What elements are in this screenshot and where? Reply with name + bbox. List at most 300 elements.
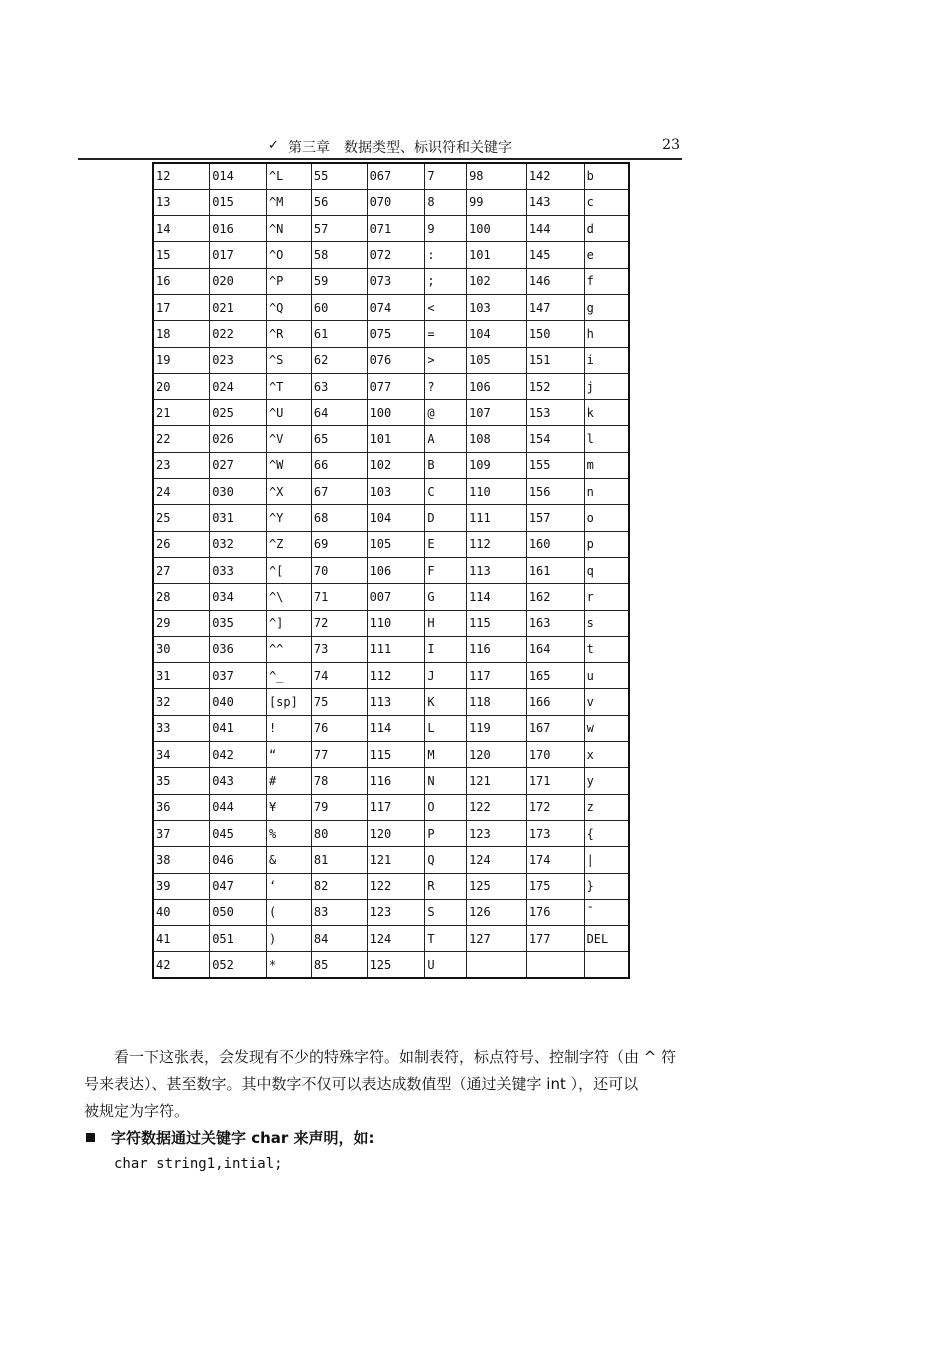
table-cell: (	[266, 899, 311, 925]
table-cell: 112	[367, 663, 425, 689]
table-cell: 171	[526, 768, 584, 794]
table-row	[153, 742, 629, 768]
table-cell: 020	[210, 268, 267, 294]
table-cell: 155	[526, 452, 584, 478]
table-cell: 81	[311, 847, 367, 873]
table-cell: 153	[526, 400, 584, 426]
table-row	[153, 347, 629, 373]
table-cell: 33	[153, 715, 210, 741]
table-cell: 067	[367, 163, 425, 189]
table-cell: 162	[526, 584, 584, 610]
table-cell: o	[584, 505, 629, 531]
table-cell: ¥	[266, 794, 311, 820]
table-cell: {	[584, 820, 629, 846]
table-cell: ^Z	[266, 531, 311, 557]
table-cell: I	[425, 636, 467, 662]
table-cell: 9	[425, 216, 467, 242]
table-cell: 108	[467, 426, 527, 452]
table-cell: 75	[311, 689, 367, 715]
table-row	[153, 163, 629, 189]
table-cell: 42	[153, 952, 210, 978]
table-cell: 79	[311, 794, 367, 820]
page-header	[78, 136, 682, 160]
table-cell: 14	[153, 216, 210, 242]
table-cell: 73	[311, 636, 367, 662]
table-cell: 98	[467, 163, 527, 189]
table-cell: %	[266, 820, 311, 846]
table-cell: 026	[210, 426, 267, 452]
table-cell: 035	[210, 610, 267, 636]
table-cell: 156	[526, 479, 584, 505]
table-cell: u	[584, 663, 629, 689]
table-cell: 105	[367, 531, 425, 557]
table-row	[153, 663, 629, 689]
table-cell: )	[266, 926, 311, 952]
table-row	[153, 216, 629, 242]
table-cell: ^]	[266, 610, 311, 636]
table-row	[153, 610, 629, 636]
table-cell: 18	[153, 321, 210, 347]
table-cell: ;	[425, 268, 467, 294]
table-cell: 28	[153, 584, 210, 610]
table-row	[153, 768, 629, 794]
table-cell: L	[425, 715, 467, 741]
table-cell: ¯	[584, 899, 629, 925]
paragraph-line: 被规定为字符。	[84, 1102, 190, 1120]
table-cell: ^S	[266, 347, 311, 373]
table-cell: h	[584, 321, 629, 347]
table-cell: 107	[467, 400, 527, 426]
table-cell: p	[584, 531, 629, 557]
table-cell: 111	[467, 505, 527, 531]
table-cell: 102	[367, 452, 425, 478]
table-cell: B	[425, 452, 467, 478]
table-cell: 043	[210, 768, 267, 794]
table-cell: 104	[367, 505, 425, 531]
table-cell: 8	[425, 189, 467, 215]
table-cell: 126	[467, 899, 527, 925]
table-cell: 103	[467, 294, 527, 320]
table-cell: 072	[367, 242, 425, 268]
chapter-title: 第三章 数据类型、标识符和关键字	[288, 140, 512, 156]
table-cell: 045	[210, 820, 267, 846]
table-cell	[467, 952, 527, 978]
table-cell: 22	[153, 426, 210, 452]
table-cell: 165	[526, 663, 584, 689]
table-row	[153, 847, 629, 873]
table-cell: E	[425, 531, 467, 557]
table-cell: 157	[526, 505, 584, 531]
table-cell: 24	[153, 479, 210, 505]
table-cell: S	[425, 899, 467, 925]
table-cell: g	[584, 294, 629, 320]
table-cell: “	[266, 742, 311, 768]
table-cell: 163	[526, 610, 584, 636]
table-cell: 109	[467, 452, 527, 478]
table-cell: 016	[210, 216, 267, 242]
table-cell: 110	[367, 610, 425, 636]
table-row	[153, 321, 629, 347]
table-cell: 113	[467, 557, 527, 583]
table-cell: 80	[311, 820, 367, 846]
table-cell: 040	[210, 689, 267, 715]
table-cell: k	[584, 400, 629, 426]
table-cell: 160	[526, 531, 584, 557]
table-cell: 102	[467, 268, 527, 294]
table-cell: 076	[367, 347, 425, 373]
table-cell: ^V	[266, 426, 311, 452]
table-cell: r	[584, 584, 629, 610]
table-cell: 119	[467, 715, 527, 741]
table-cell: 15	[153, 242, 210, 268]
table-cell: ^N	[266, 216, 311, 242]
table-cell: 72	[311, 610, 367, 636]
table-cell: 12	[153, 163, 210, 189]
table-cell: ^[	[266, 557, 311, 583]
table-cell: 151	[526, 347, 584, 373]
table-cell: @	[425, 400, 467, 426]
table-cell: 007	[367, 584, 425, 610]
table-cell: U	[425, 952, 467, 978]
table-cell: ^R	[266, 321, 311, 347]
table-cell: 112	[467, 531, 527, 557]
table-cell: 36	[153, 794, 210, 820]
table-cell: 034	[210, 584, 267, 610]
table-cell: 142	[526, 163, 584, 189]
table-cell: ^T	[266, 373, 311, 399]
table-cell: R	[425, 873, 467, 899]
table-cell: 26	[153, 531, 210, 557]
check-mark-icon: ✓	[268, 138, 279, 153]
table-cell: ^M	[266, 189, 311, 215]
table-cell: =	[425, 321, 467, 347]
table-cell: 164	[526, 636, 584, 662]
table-cell: 175	[526, 873, 584, 899]
table-cell: 27	[153, 557, 210, 583]
table-cell: 74	[311, 663, 367, 689]
table-cell: 166	[526, 689, 584, 715]
table-row	[153, 505, 629, 531]
table-cell: K	[425, 689, 467, 715]
paragraph-line: 看一下这张表，会发现有不少的特殊字符。如制表符，标点符号、控制字符（由 ^ 符	[114, 1048, 677, 1066]
table-cell: 35	[153, 768, 210, 794]
table-cell: 116	[467, 636, 527, 662]
table-cell: |	[584, 847, 629, 873]
table-cell: }	[584, 873, 629, 899]
table-cell: 014	[210, 163, 267, 189]
table-cell: d	[584, 216, 629, 242]
table-row	[153, 926, 629, 952]
table-cell: 052	[210, 952, 267, 978]
table-cell: 123	[367, 899, 425, 925]
table-cell: Q	[425, 847, 467, 873]
table-cell: <	[425, 294, 467, 320]
table-cell: ^W	[266, 452, 311, 478]
table-cell: G	[425, 584, 467, 610]
table-row	[153, 242, 629, 268]
table-cell: >	[425, 347, 467, 373]
table-cell: 176	[526, 899, 584, 925]
table-cell: 76	[311, 715, 367, 741]
table-cell: 044	[210, 794, 267, 820]
table-cell: 84	[311, 926, 367, 952]
table-cell: 34	[153, 742, 210, 768]
table-row	[153, 794, 629, 820]
table-cell: 122	[467, 794, 527, 820]
table-cell: 121	[467, 768, 527, 794]
table-cell: 61	[311, 321, 367, 347]
table-cell: 70	[311, 557, 367, 583]
table-cell	[526, 952, 584, 978]
table-cell: 17	[153, 294, 210, 320]
table-cell: i	[584, 347, 629, 373]
table-cell: 68	[311, 505, 367, 531]
table-cell: ^Y	[266, 505, 311, 531]
table-row	[153, 268, 629, 294]
table-cell: ^U	[266, 400, 311, 426]
table-cell: *	[266, 952, 311, 978]
table-cell: ^X	[266, 479, 311, 505]
table-cell: 041	[210, 715, 267, 741]
table-cell: 145	[526, 242, 584, 268]
table-cell: 154	[526, 426, 584, 452]
table-cell: 31	[153, 663, 210, 689]
table-cell: 85	[311, 952, 367, 978]
table-cell: 106	[467, 373, 527, 399]
table-cell: 030	[210, 479, 267, 505]
table-cell: 025	[210, 400, 267, 426]
table-row	[153, 479, 629, 505]
table-cell: 124	[367, 926, 425, 952]
table-cell: 30	[153, 636, 210, 662]
table-cell: 074	[367, 294, 425, 320]
table-cell	[584, 952, 629, 978]
table-cell: 100	[367, 400, 425, 426]
table-cell: ^_	[266, 663, 311, 689]
table-cell: 023	[210, 347, 267, 373]
table-cell: w	[584, 715, 629, 741]
table-cell: 125	[367, 952, 425, 978]
table-cell: 070	[367, 189, 425, 215]
table-cell: :	[425, 242, 467, 268]
table-cell: T	[425, 926, 467, 952]
table-cell: &	[266, 847, 311, 873]
table-cell: q	[584, 557, 629, 583]
table-cell: 56	[311, 189, 367, 215]
table-cell: 125	[467, 873, 527, 899]
table-row	[153, 873, 629, 899]
table-cell: 111	[367, 636, 425, 662]
table-cell: ^L	[266, 163, 311, 189]
table-row	[153, 689, 629, 715]
table-cell: 037	[210, 663, 267, 689]
table-row	[153, 373, 629, 399]
table-cell: y	[584, 768, 629, 794]
table-cell: ?	[425, 373, 467, 399]
table-cell: 83	[311, 899, 367, 925]
table-cell: DEL	[584, 926, 629, 952]
ascii-table-body	[153, 163, 629, 978]
table-cell: 65	[311, 426, 367, 452]
table-cell: 66	[311, 452, 367, 478]
table-cell: 117	[367, 794, 425, 820]
table-cell: c	[584, 189, 629, 215]
table-cell: 103	[367, 479, 425, 505]
table-cell: 161	[526, 557, 584, 583]
table-row	[153, 189, 629, 215]
table-cell: 101	[367, 426, 425, 452]
table-row	[153, 557, 629, 583]
table-cell: 017	[210, 242, 267, 268]
table-row	[153, 584, 629, 610]
table-row	[153, 531, 629, 557]
table-cell: 127	[467, 926, 527, 952]
table-cell: 117	[467, 663, 527, 689]
table-cell: 114	[367, 715, 425, 741]
paragraph-line: 号来表达）、甚至数字。其中数字不仅可以表达成数值型（通过关键字 int ），还可以	[84, 1075, 639, 1093]
table-cell: 100	[467, 216, 527, 242]
table-cell: 60	[311, 294, 367, 320]
table-cell: 82	[311, 873, 367, 899]
table-cell: 036	[210, 636, 267, 662]
table-cell: 78	[311, 768, 367, 794]
table-cell: 29	[153, 610, 210, 636]
table-cell: ^O	[266, 242, 311, 268]
table-cell: 015	[210, 189, 267, 215]
table-cell: ^\	[266, 584, 311, 610]
code-example: char string1,intial;	[114, 1156, 283, 1172]
table-cell: 118	[467, 689, 527, 715]
table-cell: D	[425, 505, 467, 531]
table-cell: 25	[153, 505, 210, 531]
table-row	[153, 426, 629, 452]
table-cell: 7	[425, 163, 467, 189]
table-cell: 123	[467, 820, 527, 846]
table-cell: 77	[311, 742, 367, 768]
table-cell: 077	[367, 373, 425, 399]
table-cell: F	[425, 557, 467, 583]
table-cell: ^^	[266, 636, 311, 662]
table-cell: 122	[367, 873, 425, 899]
table-cell: 173	[526, 820, 584, 846]
table-cell: 177	[526, 926, 584, 952]
table-cell: 16	[153, 268, 210, 294]
table-row	[153, 715, 629, 741]
table-row	[153, 952, 629, 978]
table-cell: 32	[153, 689, 210, 715]
table-row	[153, 452, 629, 478]
table-cell: 032	[210, 531, 267, 557]
table-cell: 174	[526, 847, 584, 873]
table-cell: 116	[367, 768, 425, 794]
table-cell: 033	[210, 557, 267, 583]
table-cell: 63	[311, 373, 367, 399]
table-cell: 146	[526, 268, 584, 294]
table-cell: t	[584, 636, 629, 662]
table-cell: 113	[367, 689, 425, 715]
table-cell: 20	[153, 373, 210, 399]
table-row	[153, 899, 629, 925]
table-cell: 075	[367, 321, 425, 347]
table-cell: [sp]	[266, 689, 311, 715]
table-row	[153, 820, 629, 846]
table-cell: 027	[210, 452, 267, 478]
table-cell: 101	[467, 242, 527, 268]
bullet-item	[86, 1127, 375, 1148]
table-cell: 115	[367, 742, 425, 768]
table-cell: 050	[210, 899, 267, 925]
table-cell: 110	[467, 479, 527, 505]
table-cell: b	[584, 163, 629, 189]
table-cell: s	[584, 610, 629, 636]
table-cell: n	[584, 479, 629, 505]
table-cell: ^P	[266, 268, 311, 294]
table-cell: f	[584, 268, 629, 294]
table-cell: 152	[526, 373, 584, 399]
table-cell: 124	[467, 847, 527, 873]
table-cell: C	[425, 479, 467, 505]
table-cell: 021	[210, 294, 267, 320]
table-cell: x	[584, 742, 629, 768]
table-cell: 073	[367, 268, 425, 294]
table-cell: 042	[210, 742, 267, 768]
table-cell: 121	[367, 847, 425, 873]
table-cell: 144	[526, 216, 584, 242]
bullet-text: 字符数据通过关键字 char 来声明，如:	[111, 1129, 375, 1147]
table-cell: 40	[153, 899, 210, 925]
table-row	[153, 400, 629, 426]
ascii-table	[152, 162, 630, 979]
table-cell: e	[584, 242, 629, 268]
table-cell: 143	[526, 189, 584, 215]
table-cell: 58	[311, 242, 367, 268]
table-cell: H	[425, 610, 467, 636]
table-cell: 147	[526, 294, 584, 320]
table-cell: 57	[311, 216, 367, 242]
table-cell: 120	[467, 742, 527, 768]
table-cell: 167	[526, 715, 584, 741]
table-cell: 104	[467, 321, 527, 347]
table-cell: 13	[153, 189, 210, 215]
table-cell: 031	[210, 505, 267, 531]
table-cell: M	[425, 742, 467, 768]
table-cell: 120	[367, 820, 425, 846]
square-bullet-icon	[86, 1133, 95, 1142]
table-cell: 170	[526, 742, 584, 768]
table-cell: #	[266, 768, 311, 794]
table-cell: 71	[311, 584, 367, 610]
table-cell: 115	[467, 610, 527, 636]
table-cell: N	[425, 768, 467, 794]
table-cell: 39	[153, 873, 210, 899]
table-cell: 38	[153, 847, 210, 873]
table-cell: 55	[311, 163, 367, 189]
table-cell: l	[584, 426, 629, 452]
table-cell: P	[425, 820, 467, 846]
table-cell: j	[584, 373, 629, 399]
table-cell: J	[425, 663, 467, 689]
table-cell: 23	[153, 452, 210, 478]
table-cell: 114	[467, 584, 527, 610]
table-row	[153, 294, 629, 320]
table-cell: 59	[311, 268, 367, 294]
table-cell: 67	[311, 479, 367, 505]
table-cell: !	[266, 715, 311, 741]
table-row	[153, 636, 629, 662]
table-cell: 99	[467, 189, 527, 215]
page-number: 23	[662, 137, 680, 153]
table-cell: 62	[311, 347, 367, 373]
